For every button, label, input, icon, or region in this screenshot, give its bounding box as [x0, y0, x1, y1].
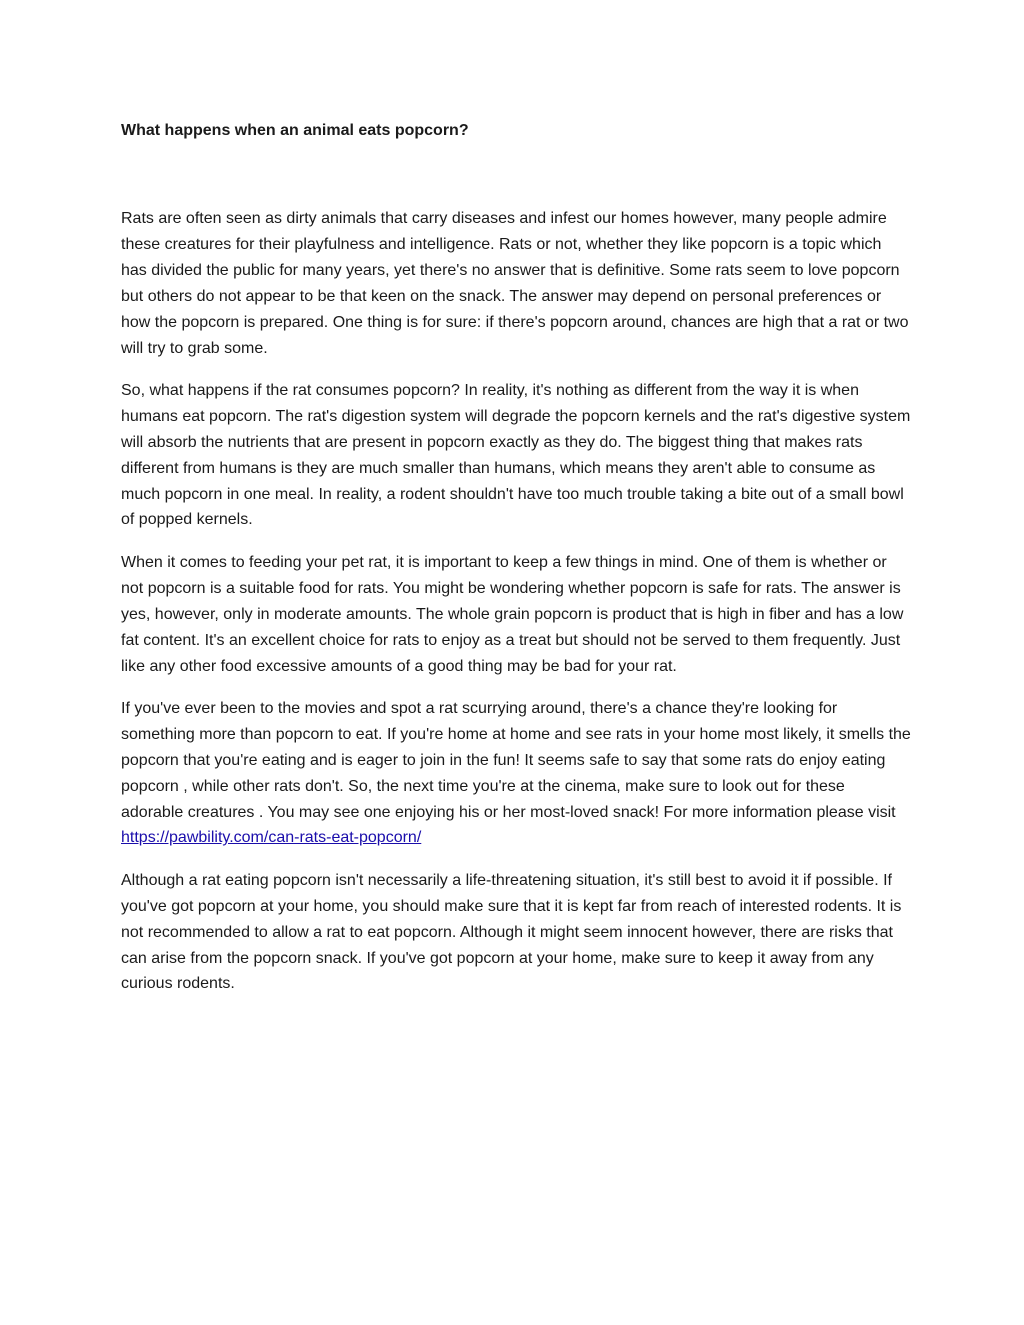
paragraph-4 [121, 696, 911, 851]
document-title: What happens when an animal eats popcorn? [121, 122, 469, 139]
paragraph-3: When it comes to feeding your pet rat, it is important to keep a few things in mind. One of them is whether or not popcorn is a suitable food for rats. You might be wondering whether popcorn is safe for rats. The answer is yes, however, only in moderate amounts. The whole grain popcorn is product that is high in fiber and has a low fat content. It's an excellent choice for rats to enjoy as a treat but should not be served to them frequently. Just like any other food excessive amounts of a good thing may be bad for your rat. [121, 553, 904, 675]
paragraph-2: So, what happens if the rat consumes popcorn? In reality, it's nothing as different from the way it is when humans eat popcorn. The rat's digestion system will degrade the popcorn kernels and the rat's digestive system will absorb the nutrients that are present in popcorn exactly as they do. The biggest thing that makes rats different from humans is they are much smaller than humans, which means they aren't able to consume as much popcorn in one meal. In reality, a rodent shouldn't have too much trouble taking a bite out of a small bowl of popped kernels. [121, 381, 911, 529]
paragraph-1: Rats are often seen as dirty animals that carry diseases and infest our homes however, many people admire these creatures for their playfulness and intelligence. Rats or not, whether they like popcorn is a topic which has divided the public for many years, yet there's no answer that is definitive. Some rats seem to love popcorn but others do not appear to be that keen on the snack. The answer may depend on personal preferences or how the popcorn is prepared. One thing is for sure: if there's popcorn around, chances are high that a rat or two will try to grab some. [121, 210, 909, 357]
pawbility-link[interactable]: https://pawbility.com/can-rats-eat-popcorn/ [121, 829, 422, 847]
paragraph-5: Although a rat eating popcorn isn't necessarily a life-threatening situation, it's still best to avoid it if possible. If you've got popcorn at your home, you should make sure that it is kept far from reach of interested rodents. It is not recommended to allow a rat to eat popcorn. Although it might seem innocent however, there are risks that can arise from the popcorn snack. If you've got popcorn at your home, make sure to keep it away from any curious rodents. [121, 871, 902, 993]
paragraph-4-text: If you've ever been to the movies and spot a rat scurrying around, there's a chance they're looking for something more than popcorn to eat. If you're home at home and see rats in your home most likely, it smells the popcorn that you're eating and is eager to join in the fun! It seems safe to say that some rats do enjoy eating popcorn , while other rats don't. So, the next time you're at the cinema, make sure to look out for these adorable creatures . You may see one enjoying his or her most-loved snack! For more information please visit [121, 699, 911, 821]
document-body [121, 118, 911, 1014]
